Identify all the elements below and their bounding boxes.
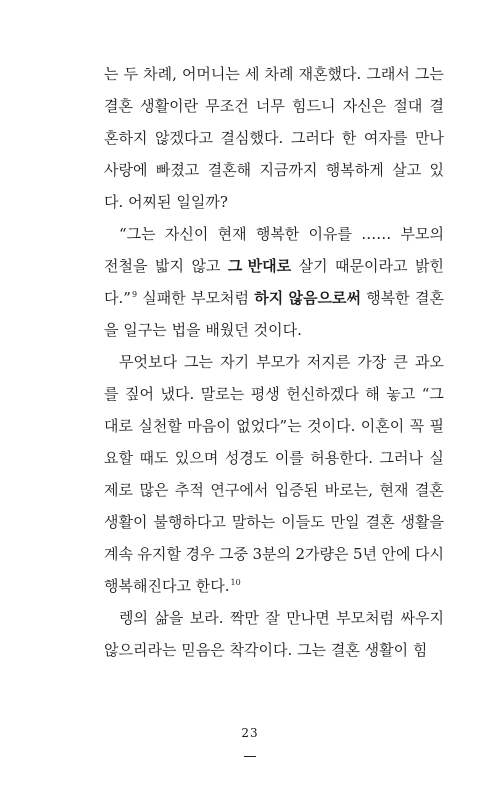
word: 한다.$^{10}$ bbox=[195, 577, 241, 595]
word: 2가량은 bbox=[295, 545, 349, 563]
word: 평생 bbox=[250, 385, 280, 403]
text-line bbox=[104, 314, 444, 346]
word: 5년 bbox=[352, 545, 378, 563]
word: 실천할 bbox=[138, 417, 182, 435]
text-line bbox=[104, 378, 444, 410]
word: 살고 bbox=[392, 161, 422, 179]
text-line bbox=[104, 570, 444, 602]
word: 너무 bbox=[255, 97, 285, 115]
footnote-marker: 10 bbox=[230, 578, 241, 587]
text-line bbox=[104, 90, 444, 122]
word: 가장 bbox=[357, 353, 387, 371]
word: 생활이 bbox=[104, 513, 148, 531]
text-line bbox=[104, 186, 444, 218]
word: 바로는, bbox=[324, 481, 373, 499]
word bbox=[254, 282, 361, 314]
word: 부모처럼 bbox=[191, 289, 250, 307]
word: 결혼 bbox=[104, 97, 133, 115]
word: 계속 bbox=[104, 545, 133, 563]
word: 자기 bbox=[220, 353, 250, 371]
word: 만일 bbox=[330, 513, 360, 531]
word: 빠졌고 bbox=[155, 161, 200, 179]
word: 일구는 bbox=[123, 321, 167, 339]
emphasis-text: 하지 않음으로써 bbox=[254, 289, 361, 307]
word: 부모처럼 bbox=[336, 609, 395, 627]
word: 현재 bbox=[379, 481, 409, 499]
word: 힘드니 bbox=[292, 97, 336, 115]
text-line bbox=[104, 474, 444, 506]
text-line bbox=[104, 634, 444, 666]
text-line bbox=[104, 218, 444, 250]
word: 행복하게 bbox=[325, 161, 384, 179]
word: 그러다 bbox=[290, 129, 335, 147]
word: 힘 bbox=[412, 641, 428, 659]
footnote-marker: 9 bbox=[131, 290, 138, 299]
word: 짝만 bbox=[229, 609, 259, 627]
word: 대로 bbox=[104, 417, 133, 435]
page-number-rule bbox=[244, 756, 256, 757]
text-line bbox=[104, 442, 444, 474]
word: 그는 bbox=[414, 65, 444, 83]
word: 것이다. bbox=[307, 417, 356, 435]
word: 일일까? bbox=[176, 193, 228, 211]
word: 결혼 bbox=[414, 289, 444, 307]
text-line bbox=[104, 346, 444, 378]
word: 유지할 bbox=[137, 545, 181, 563]
word: 결혼 bbox=[414, 481, 444, 499]
word: 두 bbox=[123, 65, 139, 83]
text-line bbox=[104, 282, 444, 314]
word: 배웠던 bbox=[205, 321, 249, 339]
word: 를 bbox=[104, 385, 119, 403]
word: 만나 bbox=[414, 129, 444, 147]
word: 저지른 bbox=[306, 353, 351, 371]
word: 경우 bbox=[185, 545, 215, 563]
word: 이들도 bbox=[281, 513, 325, 531]
word: 제로 bbox=[104, 481, 133, 499]
text-line bbox=[104, 506, 444, 538]
word: 않고 bbox=[191, 257, 221, 275]
word: 행복한 bbox=[366, 289, 410, 307]
word: 무조건 bbox=[205, 97, 249, 115]
body-text bbox=[104, 58, 444, 666]
word: 믿음은 bbox=[181, 641, 225, 659]
word: 부모가 bbox=[256, 353, 300, 371]
word: 실패한 bbox=[142, 289, 186, 307]
word: 현재 bbox=[217, 225, 247, 243]
word: 부모의 bbox=[400, 225, 444, 243]
word: “그 bbox=[421, 385, 444, 403]
word: 있 bbox=[429, 161, 444, 179]
text-line bbox=[104, 58, 444, 90]
word: 여자를 bbox=[363, 129, 408, 147]
text-line bbox=[104, 122, 444, 154]
word: 전철을 bbox=[104, 257, 148, 275]
word: 어찌된 bbox=[128, 193, 172, 211]
word: 불행하다고 bbox=[153, 513, 226, 531]
word: 짚어 bbox=[125, 385, 154, 403]
word: 자신이 bbox=[164, 225, 209, 243]
word: 지금까지 bbox=[259, 161, 318, 179]
word: 그는 bbox=[184, 353, 214, 371]
word: 생활이 bbox=[364, 641, 409, 659]
word: 결혼 bbox=[330, 641, 360, 659]
word: 이유를 bbox=[308, 225, 353, 243]
text-line bbox=[104, 154, 444, 186]
word: 절대 bbox=[393, 97, 423, 115]
word: 잘 bbox=[265, 609, 280, 627]
word: 결심했다. bbox=[220, 129, 284, 147]
word: 이를 bbox=[274, 449, 304, 467]
word: 않겠다고 bbox=[155, 129, 213, 147]
word: 살기 bbox=[298, 257, 328, 275]
word: 냈다. bbox=[160, 385, 195, 403]
word: 을 bbox=[104, 321, 119, 339]
text-line bbox=[104, 250, 444, 282]
word: 결혼해 bbox=[207, 161, 252, 179]
page-number: 23 bbox=[241, 726, 259, 740]
word: 법을 bbox=[171, 321, 201, 339]
word: 허용한다. bbox=[310, 449, 373, 467]
word: 차례, bbox=[143, 65, 177, 83]
text-line bbox=[104, 410, 444, 442]
word: 않으리라는 bbox=[104, 641, 177, 659]
word: 밝힌 bbox=[414, 257, 444, 275]
word: 때도 bbox=[139, 449, 169, 467]
word: 보라. bbox=[189, 609, 224, 627]
text-line bbox=[104, 538, 444, 570]
word: 놓고 bbox=[386, 385, 416, 403]
word: 이혼이 bbox=[360, 417, 405, 435]
word: 요할 bbox=[104, 449, 133, 467]
word: 밟지 bbox=[154, 257, 184, 275]
word: 때문이라고 bbox=[335, 257, 408, 275]
word: 다. bbox=[104, 193, 124, 211]
word: 행복해진다고 bbox=[104, 577, 191, 595]
word: 생활이란 bbox=[140, 97, 199, 115]
word: 그러나 bbox=[379, 449, 423, 467]
word: 그중 bbox=[218, 545, 248, 563]
emphasis-text: 그 반대로 bbox=[227, 257, 292, 275]
word: 자신은 bbox=[342, 97, 387, 115]
word: 꼭 bbox=[409, 417, 425, 435]
word: …… bbox=[361, 225, 392, 243]
word: 착각이다. bbox=[229, 641, 293, 659]
word: 결 bbox=[429, 97, 444, 115]
word: 말하는 bbox=[231, 513, 276, 531]
word: 한 bbox=[341, 129, 357, 147]
word: 세 bbox=[244, 65, 260, 83]
word: 헌신하겠다 bbox=[286, 385, 359, 403]
word: 재혼했다. bbox=[298, 65, 362, 83]
word: 말로는 bbox=[200, 385, 245, 403]
word: 마음이 bbox=[187, 417, 231, 435]
word: 큰 bbox=[393, 353, 408, 371]
word: 싸우지 bbox=[400, 609, 444, 627]
word: 그는 bbox=[297, 641, 327, 659]
word: 안에 bbox=[381, 545, 411, 563]
word: 필 bbox=[429, 417, 444, 435]
word: 결혼 bbox=[365, 513, 395, 531]
word: 삶을 bbox=[154, 609, 184, 627]
word: 많은 bbox=[139, 481, 169, 499]
word: 생활을 bbox=[400, 513, 444, 531]
word: 다.”$^9$ bbox=[104, 289, 138, 307]
word: 혼하지 bbox=[104, 129, 148, 147]
word: “그는 bbox=[119, 225, 156, 243]
word: 행복한 bbox=[255, 225, 300, 243]
word bbox=[228, 250, 291, 282]
text-line bbox=[104, 602, 444, 634]
word: 실 bbox=[429, 449, 444, 467]
word: 다시 bbox=[415, 545, 444, 563]
word: 는 bbox=[104, 65, 119, 83]
word: 것이다. bbox=[253, 321, 302, 339]
word: 사랑에 bbox=[104, 161, 148, 179]
word: 해 bbox=[365, 385, 380, 403]
word: 없었다”는 bbox=[236, 417, 302, 435]
word: 렝의 bbox=[119, 609, 148, 627]
word: 무엇보다 bbox=[119, 353, 177, 371]
word: 과오 bbox=[414, 353, 444, 371]
word: 그래서 bbox=[366, 65, 410, 83]
word: 어머니는 bbox=[181, 65, 240, 83]
word: 3분의 bbox=[252, 545, 291, 563]
word: 차례 bbox=[264, 65, 294, 83]
word: 추적 bbox=[174, 481, 204, 499]
word: 성경도 bbox=[224, 449, 269, 467]
word: 만나면 bbox=[286, 609, 330, 627]
word: 연구에서 bbox=[210, 481, 269, 499]
word: 입증된 bbox=[274, 481, 319, 499]
word: 있으며 bbox=[174, 449, 219, 467]
